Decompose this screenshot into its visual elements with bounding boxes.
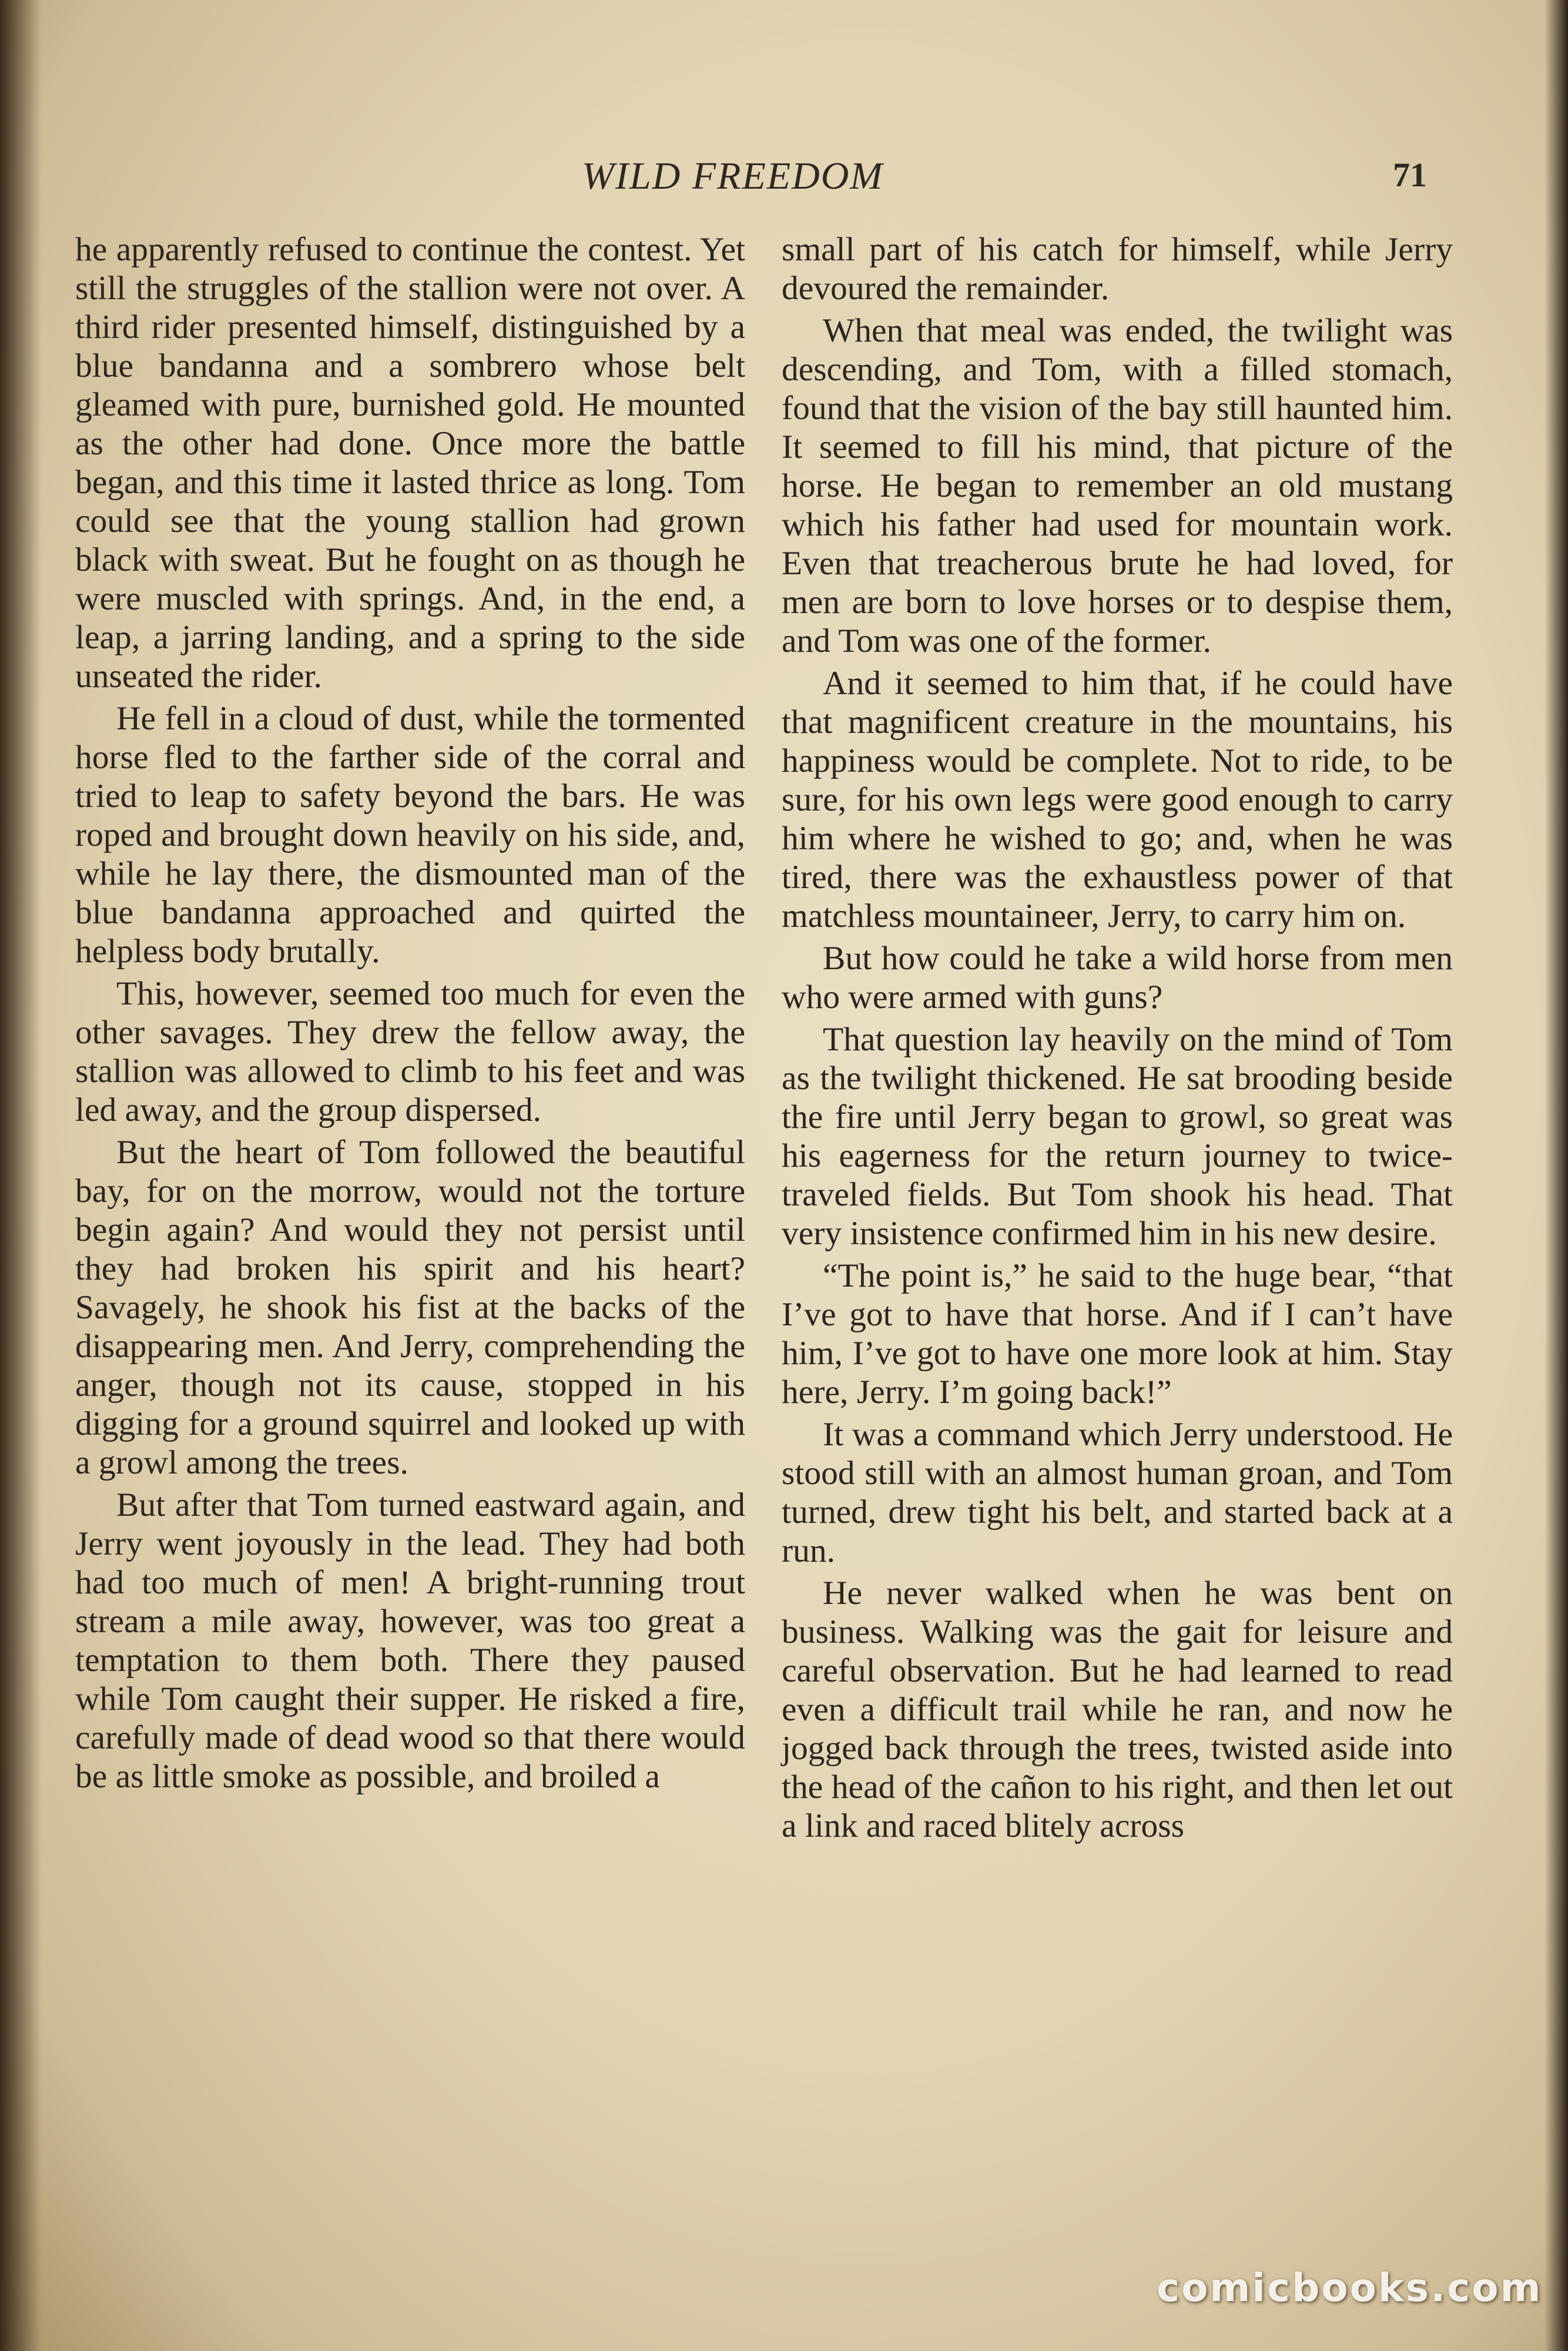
paragraph: He fell in a cloud of dust, while the tormented horse fled to the farther side of the corral and tried to leap to safety beyond the bars. He was roped and brought down heavily on his side, and, while he lay there, the dismounted man of the blue bandanna approached and quirted the helpless body brutally. (75, 700, 745, 970)
paragraph: “The point is,” he said to the huge bear, “that I’ve got to have that horse. And if I can’t have him, I’ve got to have one more look at him. Stay here, Jerry. I’m going back!” (782, 1257, 1453, 1411)
paragraph: It was a command which Jerry understood. He stood still with an almost human groan, and Tom turned, drew tight his belt, and started back at a run. (782, 1416, 1453, 1569)
running-title: WILD FREEDOM (582, 155, 884, 197)
paragraph: And it seemed to him that, if he could have that magnificent creature in the mountains, his happiness would be complete. Not to ride, to be sure, for his own legs were good enough to carry him where he wished to go; and, when he was tired, there was the exhaustless power of that matchless mountaineer, Jerry, to carry him on. (782, 665, 1453, 935)
paragraph: When that meal was ended, the twilight was descending, and Tom, with a filled stomach, found that the vision of the bay still haunted him. It seemed to fill his mind, that picture of the horse. He began to remember an old mustang which his father had used for mountain work. Even that treacherous brute he had loved, for men are born to love horses or to despise them, and Tom was one of the former. (782, 312, 1453, 659)
right-column (782, 230, 1453, 1849)
left-column (75, 230, 745, 1800)
paragraph: But after that Tom turned eastward again, and Jerry went joyously in the lead. They had both had too much of men! A bright-running trout stream a mile away, however, was too great a temptation to them both. There they paused while Tom caught their supper. He risked a fire, carefully made of dead wood so that there would be as little smoke as possible, and broiled a (75, 1486, 745, 1795)
paragraph: He never walked when he was bent on business. Walking was the gait for leisure and careful observation. But he had learned to read even a difficult trail while he ran, and now he jogged back through the trees, twisted aside into the head of the cañon to his right, and then let out a link and raced blitely across (782, 1575, 1453, 1844)
paragraph: That question lay heavily on the mind of Tom as the twilight thickened. He sat brooding beside the fire until Jerry began to growl, so great was his eagerness for the return journey to twice-traveled fields. But Tom shook his head. That very insistence confirmed him in his new desire. (782, 1021, 1453, 1252)
page-edge (1544, 0, 1568, 2351)
paragraph: he apparently refused to continue the contest. Yet still the struggles of the stallion were not over. A third rider presented himself, distinguished by a blue bandanna and a sombrero whose belt gleamed with pure, burnished gold. He mounted as the other had done. Once more the battle began, and this time it lasted thrice as long. Tom could see that the young stallion had grown black with sweat. But he fought on as though he were muscled with springs. And, in the end, a leap, a jarring landing, and a spring to the side unseated the rider. (75, 231, 745, 695)
page-gutter-shadow (0, 0, 41, 2351)
paragraph: This, however, seemed too much for even the other savages. They drew the fellow away, the stallion was allowed to climb to his feet and was led away, and the group dispersed. (75, 975, 745, 1128)
paragraph: But how could he take a wild horse from men who were armed with guns? (782, 940, 1453, 1016)
site-watermark: comicbooks.com (1157, 2265, 1543, 2310)
page-number: 71 (1393, 156, 1427, 194)
paragraph: But the heart of Tom followed the beautiful bay, for on the morrow, would not the torture begin again? And would they not persist until they had broken his spirit and his heart? Savagely, he shook his fist at the backs of the disappearing men. And Jerry, comprehending the anger, though not its cause, stopped in his digging for a ground squirrel and looked up with a growl among the trees. (75, 1134, 745, 1481)
paragraph: small part of his catch for himself, while Jerry devoured the remainder. (782, 231, 1453, 307)
running-header (0, 154, 1568, 201)
